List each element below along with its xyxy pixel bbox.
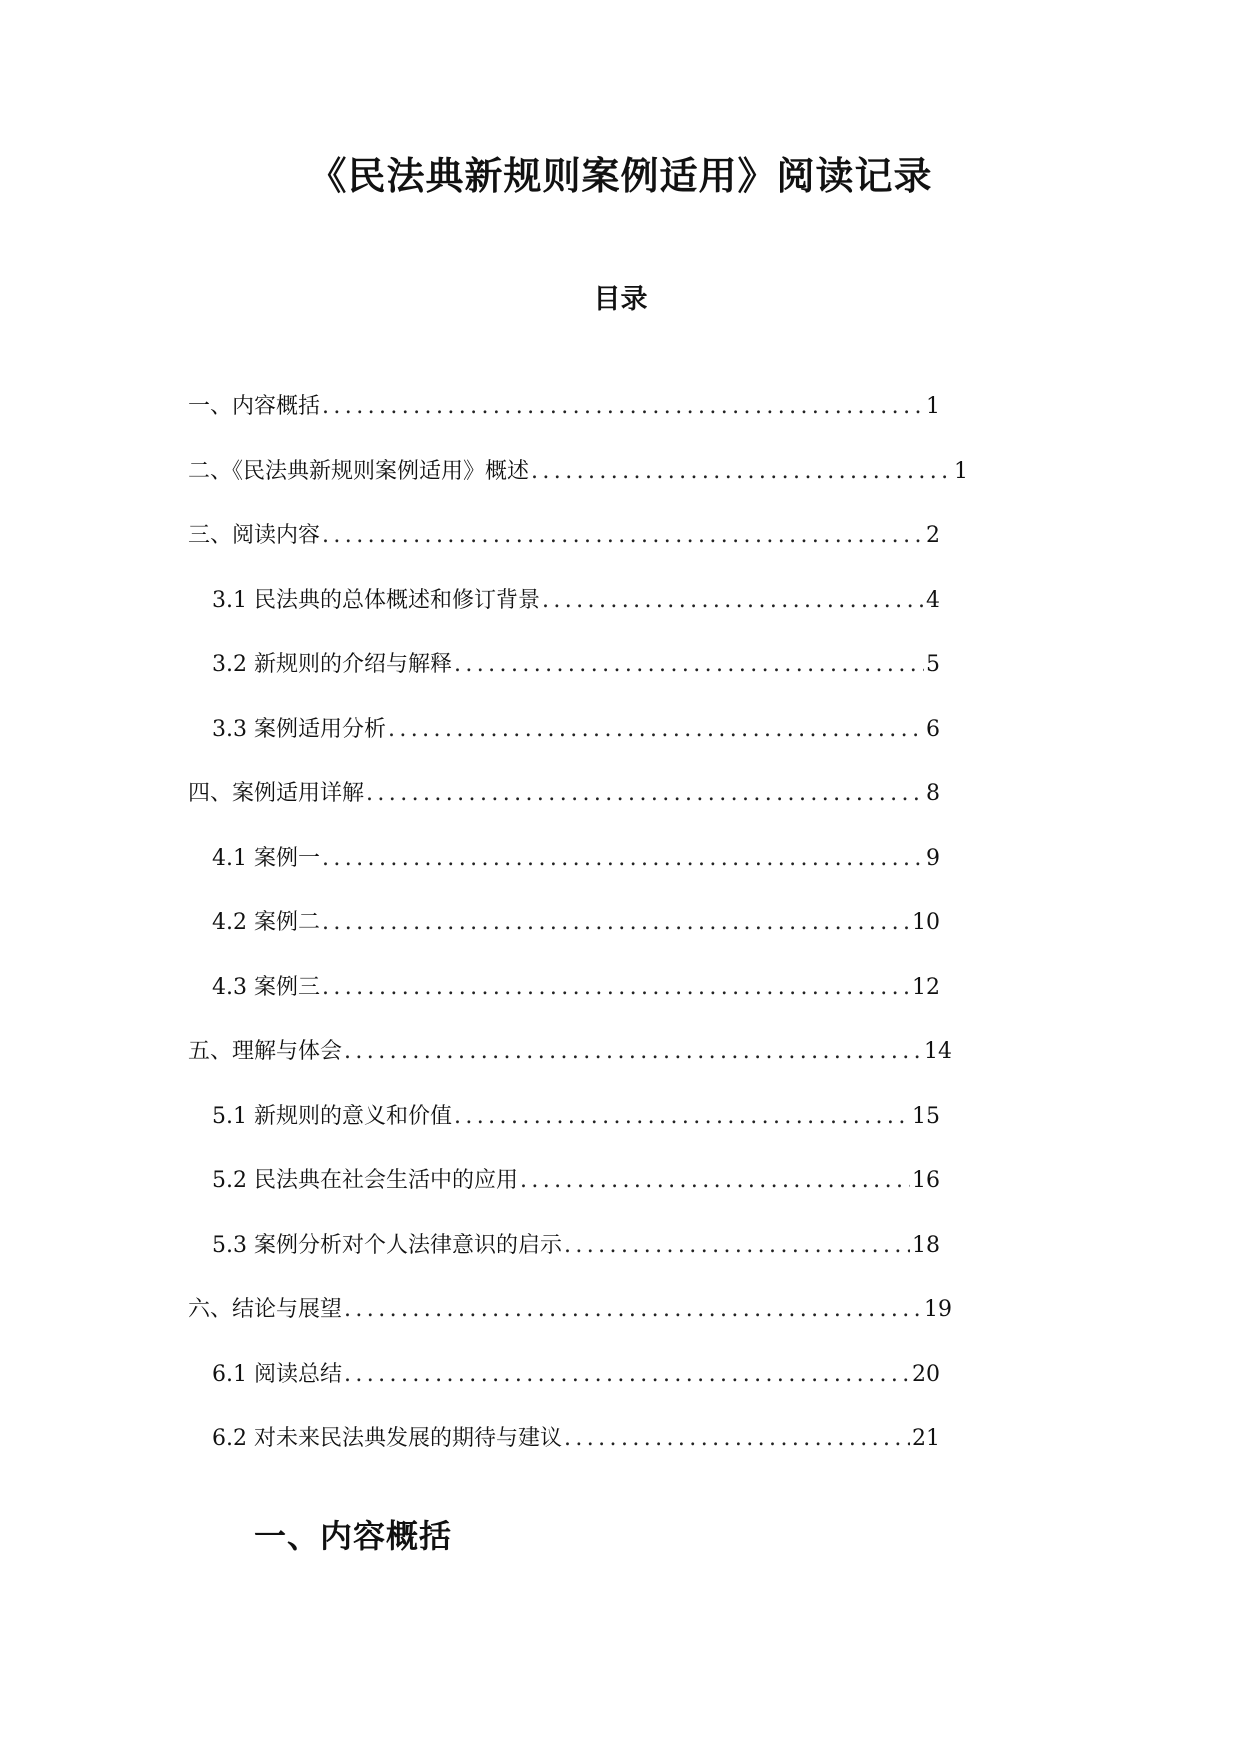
toc-dot-leader — [344, 1037, 922, 1067]
toc-dot-leader — [322, 392, 924, 422]
toc-dot-leader — [520, 1166, 910, 1196]
toc-entry-label: 3.3 案例适用分析 — [212, 717, 386, 742]
toc-entry-label: 三、阅读内容 — [188, 523, 321, 548]
toc-heading: 目录 — [593, 284, 648, 315]
toc-entry[interactable] — [212, 1350, 940, 1390]
toc-page-number: 1 — [926, 394, 940, 419]
toc-entry-label: 一、内容概括 — [188, 394, 321, 419]
toc-dot-leader — [454, 1102, 910, 1132]
toc-entry-label: 六、结论与展望 — [188, 1297, 343, 1322]
toc-entry-label: 5.2 民法典在社会生活中的应用 — [212, 1168, 518, 1193]
toc-entry[interactable] — [188, 447, 968, 487]
toc-entry[interactable] — [212, 640, 940, 680]
toc-entry[interactable] — [212, 576, 940, 616]
toc-page-number: 20 — [912, 1362, 940, 1387]
toc-entry[interactable] — [212, 834, 940, 874]
toc-entry-label: 4.1 案例一 — [212, 846, 320, 871]
toc-entry[interactable] — [212, 1156, 940, 1196]
toc-dot-leader — [454, 650, 924, 680]
toc-entry[interactable] — [212, 1092, 940, 1132]
toc-entry-label: 6.1 阅读总结 — [212, 1362, 342, 1387]
toc-page-number: 15 — [912, 1104, 940, 1129]
toc-page-number: 5 — [926, 652, 940, 677]
toc-entry-label: 二、《民法典新规则案例适用》概述 — [188, 459, 530, 484]
toc-dot-leader — [344, 1360, 910, 1390]
toc-dot-leader — [322, 521, 924, 551]
toc-entry-label: 四、案例适用详解 — [188, 781, 365, 806]
toc-page-number: 12 — [912, 975, 940, 1000]
toc-entry[interactable] — [188, 382, 940, 422]
toc-entry[interactable] — [212, 1221, 940, 1261]
toc-dot-leader — [322, 973, 910, 1003]
toc-entry-label: 3.2 新规则的介绍与解释 — [212, 652, 452, 677]
toc-entry[interactable] — [212, 898, 940, 938]
toc-entry-label: 3.1 民法典的总体概述和修订背景 — [212, 588, 540, 613]
toc-page-number: 6 — [926, 717, 940, 742]
toc-entry[interactable] — [212, 705, 940, 745]
toc-dot-leader — [344, 1295, 922, 1325]
toc-entry[interactable] — [188, 1027, 952, 1067]
toc-entry-label: 5.1 新规则的意义和价值 — [212, 1104, 452, 1129]
toc-dot-leader — [564, 1424, 910, 1454]
toc-page-number: 16 — [912, 1168, 940, 1193]
toc-page-number: 2 — [926, 523, 940, 548]
toc-entry-label: 4.2 案例二 — [212, 910, 320, 935]
toc-page-number: 10 — [912, 910, 940, 935]
toc-entry-label: 4.3 案例三 — [212, 975, 320, 1000]
toc-entry[interactable] — [188, 1285, 952, 1325]
toc-page-number: 21 — [912, 1426, 940, 1451]
toc-page-number: 1 — [954, 459, 968, 484]
toc-dot-leader — [322, 844, 924, 874]
toc-entry[interactable] — [188, 511, 940, 551]
toc-dot-leader — [564, 1231, 910, 1261]
toc-dot-leader — [322, 908, 910, 938]
toc-dot-leader — [542, 586, 924, 616]
toc-page-number: 18 — [912, 1233, 940, 1258]
toc-dot-leader — [388, 715, 924, 745]
toc-page-number: 4 — [926, 588, 940, 613]
toc-page-number: 8 — [926, 781, 940, 806]
toc-page-number: 9 — [926, 846, 940, 871]
toc-entry[interactable] — [212, 1414, 940, 1454]
toc-page-number: 19 — [924, 1297, 952, 1322]
toc-page-number: 14 — [924, 1039, 952, 1064]
toc-dot-leader — [531, 457, 952, 487]
toc-dot-leader — [366, 779, 924, 809]
toc-entry[interactable] — [188, 769, 940, 809]
toc-entry-label: 5.3 案例分析对个人法律意识的启示 — [212, 1233, 562, 1258]
toc-entry-label: 五、理解与体会 — [188, 1039, 343, 1064]
toc-entry-label: 6.2 对未来民法典发展的期待与建议 — [212, 1426, 562, 1451]
section-heading: 一、内容概括 — [254, 1517, 453, 1555]
toc-entry[interactable] — [212, 963, 940, 1003]
document-title: 《民法典新规则案例适用》阅读记录 — [308, 153, 933, 198]
